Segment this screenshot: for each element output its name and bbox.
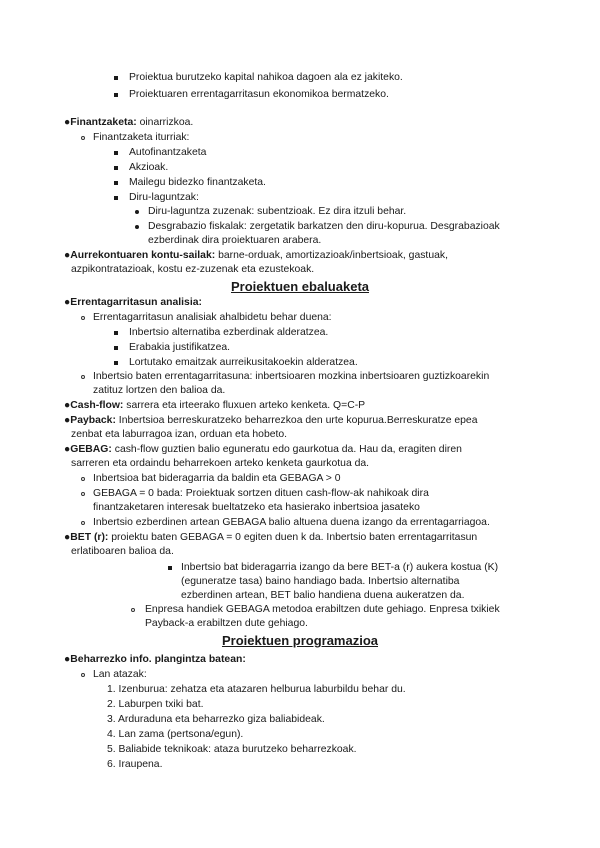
list-item-continued: finantzaketaren interesak bueltatzeko eta hasierako inbertsioa jasateko xyxy=(93,502,420,513)
list-item-continued: Payback-a erabiltzen dute gehiago. xyxy=(145,618,308,629)
circle-bullet-icon xyxy=(81,477,85,481)
square-bullet-icon xyxy=(114,181,118,185)
list-item: Erabakia justifikatzea. xyxy=(129,342,231,353)
list-item: Finantzaketa iturriak: xyxy=(93,132,190,143)
circle-bullet-icon xyxy=(81,492,85,496)
errentagarritasun-line: ●Errentagarritasun analisia: xyxy=(64,297,202,308)
list-item: Inbertsio baten errentagarritasuna: inbertsioaren mozkina inbertsioaren guztizkoarekin xyxy=(93,371,490,382)
payback-line: ●Payback: Inbertsioa berreskuratzeko beharrezkoa den urte kopurua.Berreskuratze epea xyxy=(64,415,478,426)
gebag-line: ●GEBAG: cash-flow guztien balio eguneratu edo gaurkotua da. Hau da, eragiten diren xyxy=(64,444,462,455)
list-item: Lortutako emaitzak aurreikusitakoekin alderatzea. xyxy=(129,357,358,368)
list-item-continued: (eguneratze tasa) baino handiago bada. Inbertsio alternatiba xyxy=(181,576,460,587)
bet-line-2: erlatiboaren balioa da. xyxy=(71,546,174,557)
list-item: Inbertsioa bat bideragarria da baldin eta GEBAGA > 0 xyxy=(93,473,341,484)
payback-line-2: zenbat eta laburragoa izan, orduan eta hobeto. xyxy=(71,429,288,440)
square-bullet-icon xyxy=(168,566,172,570)
finantzaketa-line: ●Finantzaketa: oinarrizkoa. xyxy=(64,117,194,128)
numbered-item: 2. Laburpen txiki bat. xyxy=(107,699,204,710)
numbered-item: 4. Lan zama (pertsona/egun). xyxy=(107,729,244,740)
circle-bullet-icon xyxy=(81,136,85,140)
list-item: Inbertsio alternatiba ezberdinak alderatzea. xyxy=(129,327,329,338)
square-bullet-icon xyxy=(114,151,118,155)
numbered-item: 3. Arduraduna eta beharrezko giza baliabideak. xyxy=(107,714,325,725)
circle-bullet-icon xyxy=(81,521,85,525)
circle-bullet-icon xyxy=(81,316,85,320)
circle-bullet-icon xyxy=(131,608,135,612)
list-item: Inbertsio ezberdinen artean GEBAGA balio altuena duena izango da errentagarriagoa. xyxy=(93,517,490,528)
dot-bullet-icon xyxy=(135,210,139,214)
bet-line: ●BET (r): proiektu baten GEBAGA = 0 egiten duen k da. Inbertsio baten errentagarritasun xyxy=(64,532,478,543)
square-bullet-icon xyxy=(114,93,118,97)
circle-bullet-icon xyxy=(81,375,85,379)
aurrekontu-line-2: azpikontratazioak, kostu ez-zuzenak eta ezustekoak. xyxy=(71,264,315,275)
square-bullet-icon xyxy=(114,166,118,170)
square-bullet-icon xyxy=(114,196,118,200)
list-item: GEBAGA = 0 bada: Proiektuak sortzen dituen cash-flow-ak nahikoak dira xyxy=(93,488,429,499)
list-item: Diru-laguntzak: xyxy=(129,192,199,203)
list-item: Akzioak. xyxy=(129,162,169,173)
square-bullet-icon xyxy=(114,361,118,365)
list-item: Enpresa handiek GEBAGA metodoa erabiltzen dute gehiago. Enpresa txikiek xyxy=(145,604,500,615)
list-item-continued: zatituz lortzen den balioa da. xyxy=(93,385,226,396)
list-item: Diru-laguntza zuzenak: subentzioak. Ez dira itzuli behar. xyxy=(148,206,407,217)
list-item: Autofinantzaketa xyxy=(129,147,207,158)
list-item: Lan atazak: xyxy=(93,669,147,680)
list-item: Proiektuaren errentagarritasun ekonomikoa bermatzeko. xyxy=(129,89,389,100)
square-bullet-icon xyxy=(114,346,118,350)
list-item: Desgrabazio fiskalak: zergetatik barkatzen den diru-kopurua. Desgrabazioak xyxy=(148,221,500,232)
dot-bullet-icon xyxy=(135,225,139,229)
beharrezko-line: ●Beharrezko info. plangintza batean: xyxy=(64,654,246,665)
aurrekontu-line: ●Aurrekontuaren kontu-sailak: barne-orduak, amortizazioak/inbertsioak, gastuak, xyxy=(64,250,448,261)
square-bullet-icon xyxy=(114,76,118,80)
square-bullet-icon xyxy=(114,331,118,335)
cashflow-line: ●Cash-flow: sarrera eta irteerako fluxuen arteko kenketa. Q=C-P xyxy=(64,400,366,411)
numbered-item: 1. Izenburua: zehatza eta atazaren helburua laburbildu behar du. xyxy=(107,684,406,695)
list-item-continued: ezberdinak dira proiektuaren arabera. xyxy=(148,235,322,246)
section-heading: Proiektuen programazioa xyxy=(221,633,379,648)
circle-bullet-icon xyxy=(81,673,85,677)
list-item: Errentagarritasun analisiak ahalbidetu behar duena: xyxy=(93,312,332,323)
list-item-continued: ezberdinen artean, BET balio handiena duena aukeratzen da. xyxy=(181,590,465,601)
list-item: Mailegu bidezko finantzaketa. xyxy=(129,177,266,188)
section-heading: Proiektuen ebaluaketa xyxy=(231,279,369,294)
numbered-item: 6. Iraupena. xyxy=(107,759,163,770)
list-item: Proiektua burutzeko kapital nahikoa dagoen ala ez jakiteko. xyxy=(129,72,403,83)
numbered-item: 5. Baliabide teknikoak: ataza burutzeko beharrezkoak. xyxy=(107,744,357,755)
list-item: Inbertsio bat bideragarria izango da bere BET-a (r) aukera kostua (K) xyxy=(181,562,499,573)
gebag-line-2: sarreren eta ordaindu beharrekoen arteko kenketa gaurkotua da. xyxy=(71,458,370,469)
